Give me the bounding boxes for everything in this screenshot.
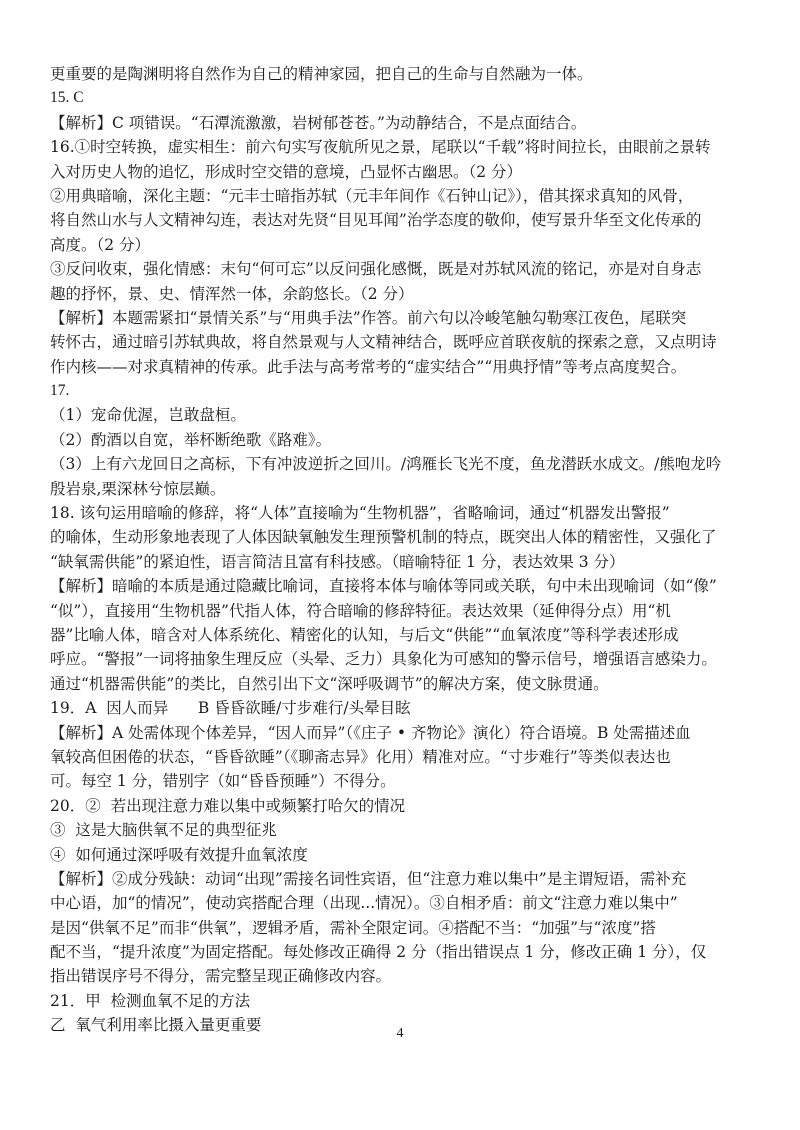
text-line: 19．A 因人而异 B 昏昏欲睡/寸步难行/头晕目眩 (50, 699, 411, 718)
text-line: 氧较高但困倦的状态，“昏昏欲睡”（《聊斋志异》化用）精准对应。“寸步难行”等类似表达也 (50, 747, 671, 766)
text-line: 【解析】暗喻的本质是通过隐藏比喻词，直接将本体与喻体等同或关联，句中未出现喻词（如“像” (50, 577, 717, 596)
text-line: 呼应。“警报”一词将抽象生理反应（头晕、乏力）具象化为可感知的警示信号，增强语言感染力。 (50, 650, 717, 669)
text-line: ④ 如何通过深呼吸有效提升血氧浓度 (50, 845, 308, 864)
text-line: 更重要的是陶渊明将自然作为自己的精神家园，把自己的生命与自然融为一体。 (50, 65, 593, 83)
text-line: 高度。（2 分） (50, 235, 151, 254)
text-line: 可。每空 1 分，错别字（如“昏昏预睡”）不得分。 (50, 772, 396, 791)
text-line: 殷岩泉,栗深林兮惊层巅。 (50, 479, 226, 498)
text-line: ③ 这是大脑供氧不足的典型征兆 (50, 821, 277, 840)
text-line: 是因“供氧不足”而非“供氧”，逻辑矛盾，需补全限定词。④搭配不当：“加强”与“浓度”搭 (50, 918, 656, 937)
text-line: 20．② 若出现注意力难以集中或频繁打哈欠的情况 (50, 796, 406, 815)
text-line: 乙 氧气利用率比摄入量更重要 (50, 1016, 262, 1035)
text-line: “似”），直接用“生物机器”代指人体，符合暗喻的修辞特征。表达效果（延伸得分点）用“机 (50, 601, 671, 620)
text-line: （3）上有六龙回日之高标，下有冲波逆折之回川。/鸿雁长飞光不度，鱼龙潜跃水成文。/熊咆龙吟 (50, 455, 722, 474)
text-line: （2）酌酒以自宽，举杯断绝歌《路难》。 (50, 430, 332, 449)
text-line: ②用典暗喻，深化主题：“元丰士暗指苏轼（元丰年间作《石钟山记》），借其探求真知的风骨， (50, 186, 694, 205)
text-line: ③反问收束，强化情感：末句“何可忘”以反问强化感慨，既是对苏轼风流的铭记，亦是对自身志 (50, 260, 702, 279)
text-line: 【解析】本题需紧扣“景情关系”与“用典手法”作答。前六句以冷峻笔触勾勒寒江夜色，尾联突 (50, 308, 687, 327)
page-number: 4 (396, 1026, 404, 1041)
text-line: 转怀古，通过暗引苏轼典故，将自然景观与人文精神结合，既呼应首联夜航的探索之意，又点明诗 (50, 333, 717, 352)
text-line: 21．甲 检测血氧不足的方法 (50, 991, 251, 1010)
text-line: 入对历史人物的追忆，形成时空交错的意境，凸显怀古幽思。（2 分） (50, 162, 523, 181)
text-line: 【解析】A 处需体现个体差异，“因人而异”（《庄子 • 齐物论》演化）符合语境。B 处需描述血 (50, 723, 691, 742)
text-line: 16.①时空转换，虚实相生：前六句实写夜航所见之景，尾联以“千载”将时间拉长，由眼前之景转 (50, 138, 711, 157)
text-line: 通过“机器需供能”的类比，自然引出下文“深呼吸调节”的解决方案，使文脉贯通。 (50, 674, 609, 693)
text-line: 作内核——对求真精神的传承。此手法与高考常考的“虚实结合”“用典抒情”等考点高度契合。 (50, 357, 687, 376)
text-line: 将自然山水与人文精神勾连，表达对先贤“目见耳闻”治学态度的敬仰，使写景升华至文化传承的 (50, 211, 702, 230)
text-line: 的喻体，生动形象地表现了人体因缺氧触发生理预警机制的特点，既突出人体的精密性，又强化了 (50, 528, 717, 547)
text-line: 器”比喻人体，暗含对人体系统化、精密化的认知，与后文“供能”“血氧浓度”等科学表述形成 (50, 625, 679, 644)
answer-15: 15. C (50, 89, 84, 107)
text-line: （1）宠命优渥，岂敢盘桓。 (50, 406, 246, 425)
text-line: 18. 该句运用暗喻的修辞，将“人体”直接喻为“生物机器”，省略喻词，通过“机器发出警报” (50, 504, 670, 523)
answer-17: 17. (50, 382, 70, 400)
text-line: 指出错误序号不得分，需完整呈现正确修改内容。 (50, 967, 392, 986)
text-line: 【解析】②成分残缺：动词“出现”需接名词性宾语，但“注意力难以集中”是主谓短语，需补充 (50, 869, 687, 888)
text-line: 中心语，加“的情况”，使动宾搭配合理（出现...情况）。③自相矛盾：前文“注意力难以集中” (50, 894, 678, 913)
text-line: “缺氧需供能”的紧迫性，语言简洁且富有科技感。（暗喻特征 1 分，表达效果 3 分） (50, 552, 625, 571)
text-line: 【解析】C 项错误。“石潭流激激，岩树郁苍苍。”为动静结合，不是点面结合。 (50, 113, 587, 132)
text-line: 配不当，“提升浓度”为固定搭配。每处修改正确得 2 分（指出错误点 1 分，修改正确 1 分），仅 (50, 943, 707, 962)
text-line: 趣的抒怀，景、史、情浑然一体，余韵悠长。（2 分） (50, 284, 414, 303)
